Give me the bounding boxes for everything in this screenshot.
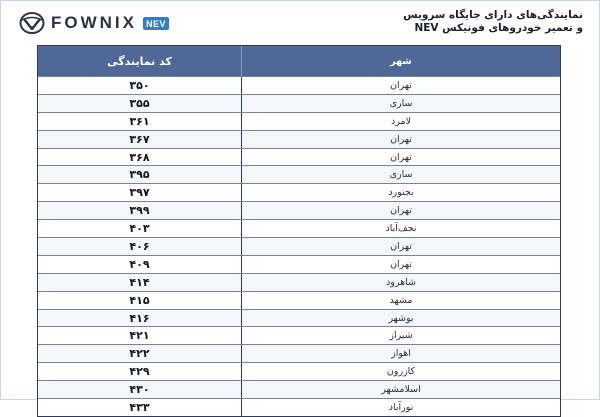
nev-badge: NEV: [143, 17, 169, 30]
city-cell: شاهرود: [386, 276, 416, 288]
table-row: [38, 291, 560, 309]
dealer-code-cell: ۳۶۷: [38, 131, 242, 148]
brand-logo: [19, 11, 169, 35]
dealer-code-cell: ۴۳۰: [38, 381, 242, 398]
table-row: [38, 148, 560, 166]
city-cell: تهران: [390, 133, 412, 145]
table-body: [38, 76, 560, 416]
table-row: [38, 112, 560, 130]
table-row: [38, 326, 560, 344]
dealer-code-cell: ۴۰۹: [38, 256, 242, 273]
table-row: [38, 94, 560, 112]
dealer-code-cell: ۳۹۹: [38, 202, 242, 219]
table-row: [38, 76, 560, 94]
table-row: [38, 130, 560, 148]
city-cell: تهران: [390, 258, 412, 270]
table-row: [38, 309, 560, 327]
table-row: [38, 183, 560, 201]
table-row: [38, 398, 560, 416]
dealer-code-cell: ۳۹۵: [38, 166, 242, 183]
column-header-city: شهر: [390, 55, 412, 67]
city-cell: مشهد: [389, 294, 413, 306]
table-row: [38, 219, 560, 237]
city-cell: ساری: [389, 97, 413, 109]
city-cell: نورآباد: [388, 401, 414, 413]
city-cell: شیراز: [389, 330, 413, 342]
table-row: [38, 380, 560, 398]
city-cell: تهران: [390, 151, 412, 163]
table-header-row: [38, 46, 560, 76]
dealer-code-cell: ۳۶۸: [38, 149, 242, 166]
dealer-code-cell: ۳۵۰: [38, 77, 242, 94]
city-cell: تهران: [390, 79, 412, 91]
city-cell: تهران: [390, 205, 412, 217]
city-cell: تهران: [390, 240, 412, 252]
dealer-code-cell: ۴۱۵: [38, 292, 242, 309]
city-cell: بجنورد: [388, 187, 414, 199]
table-row: [38, 165, 560, 183]
page-title: [403, 9, 583, 35]
dealer-code-cell: ۴۰۳: [38, 220, 242, 237]
title-line-1: نمایندگی‌های دارای جایگاه سرویس: [403, 9, 583, 21]
title-line-2: و تعمیر خودروهای فونیکس NEV: [414, 22, 583, 34]
dealer-code-cell: ۳۶۱: [38, 113, 242, 130]
dealer-code-cell: ۴۲۹: [38, 363, 242, 380]
city-cell: اهواز: [391, 348, 411, 360]
dealer-code-cell: ۴۳۳: [38, 399, 242, 416]
table-row: [38, 273, 560, 291]
table-row: [38, 344, 560, 362]
city-cell: ساری: [389, 169, 413, 181]
dealer-code-cell: ۳۵۵: [38, 95, 242, 112]
dealer-code-cell: ۴۲۲: [38, 345, 242, 362]
fownix-v-logo-icon: [19, 11, 45, 35]
city-cell: بوشهر: [388, 312, 414, 324]
column-header-code: کد نمایندگی: [38, 46, 242, 76]
table-row: [38, 255, 560, 273]
table-row: [38, 201, 560, 219]
dealer-code-cell: ۳۹۷: [38, 184, 242, 201]
city-cell: لامرد: [391, 115, 411, 127]
brand-name: FOWNIX: [51, 13, 137, 32]
city-cell: نجف‌آباد: [385, 223, 417, 235]
dealer-code-cell: ۴۲۱: [38, 327, 242, 344]
dealer-code-cell: ۴۰۶: [38, 238, 242, 255]
table-row: [38, 237, 560, 255]
dealer-code-cell: ۴۱۴: [38, 274, 242, 291]
city-cell: اسلامشهر: [381, 384, 421, 396]
table-row: [38, 362, 560, 380]
dealer-code-cell: ۴۱۶: [38, 310, 242, 327]
dealers-table: [37, 45, 561, 417]
city-cell: کازرون: [386, 366, 416, 378]
